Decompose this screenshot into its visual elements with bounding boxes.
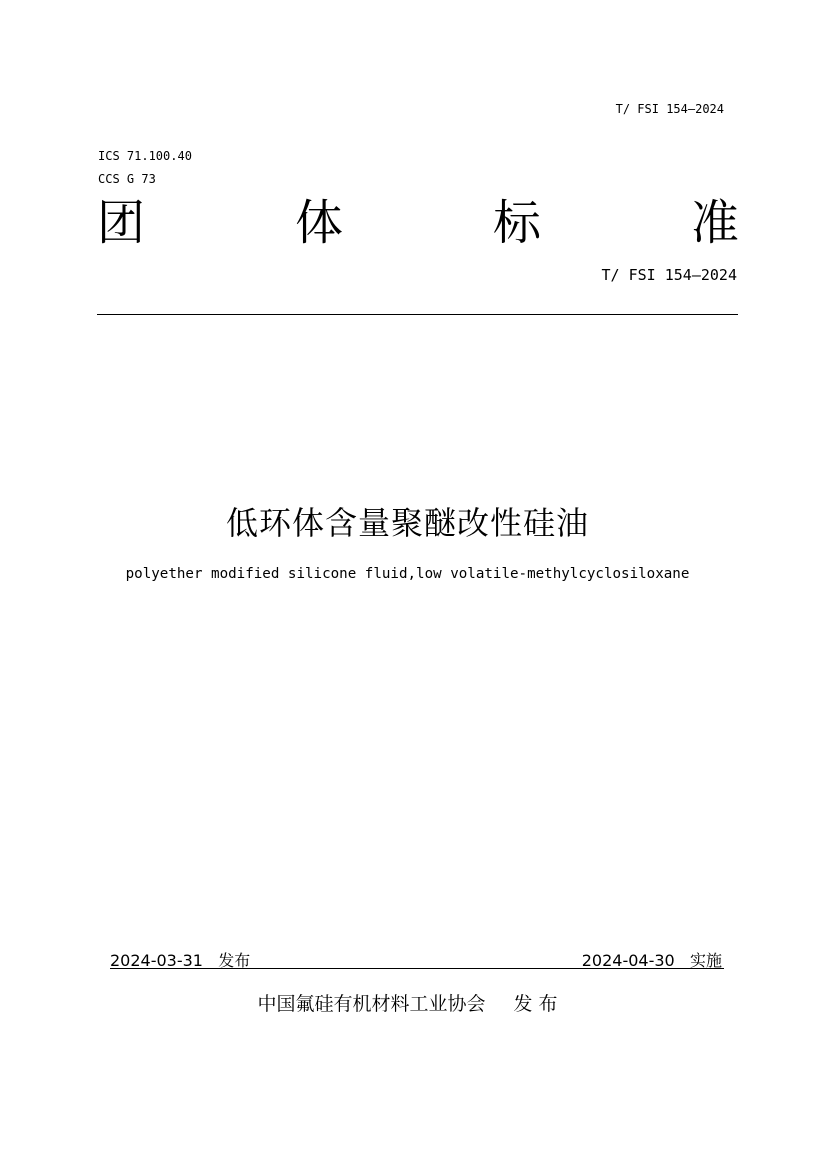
- document-subtitle-english: polyether modified silicone fluid,low volatile-methylcyclosiloxane: [125, 566, 690, 582]
- publisher-line: [0, 989, 815, 1016]
- issue-date: 2024-03-31: [110, 951, 203, 970]
- issue-label: 发布: [218, 951, 251, 970]
- standard-code: T/ FSI 154—2024: [601, 266, 737, 284]
- standard-type-heading: [97, 192, 739, 254]
- document-title: 低环体含量聚醚改性硅油: [225, 504, 589, 542]
- standard-type-char: 准: [690, 195, 739, 251]
- publisher-action: 发 布: [513, 993, 558, 1015]
- standard-type-char: 体: [294, 195, 343, 251]
- top-standard-code: T/ FSI 154—2024: [615, 102, 724, 116]
- standard-type-char: 标: [492, 195, 541, 251]
- standard-type-char: 团: [97, 195, 146, 251]
- ics-code: ICS 71.100.40: [98, 149, 192, 163]
- implement-date: 2024-04-30: [581, 951, 675, 970]
- ccs-code: CCS G 73: [98, 172, 156, 186]
- implement-label: 实施: [689, 951, 722, 970]
- publisher-name: 中国氟硅有机材料工业协会: [257, 993, 486, 1015]
- date-divider: [110, 968, 724, 969]
- header-divider: [97, 314, 738, 315]
